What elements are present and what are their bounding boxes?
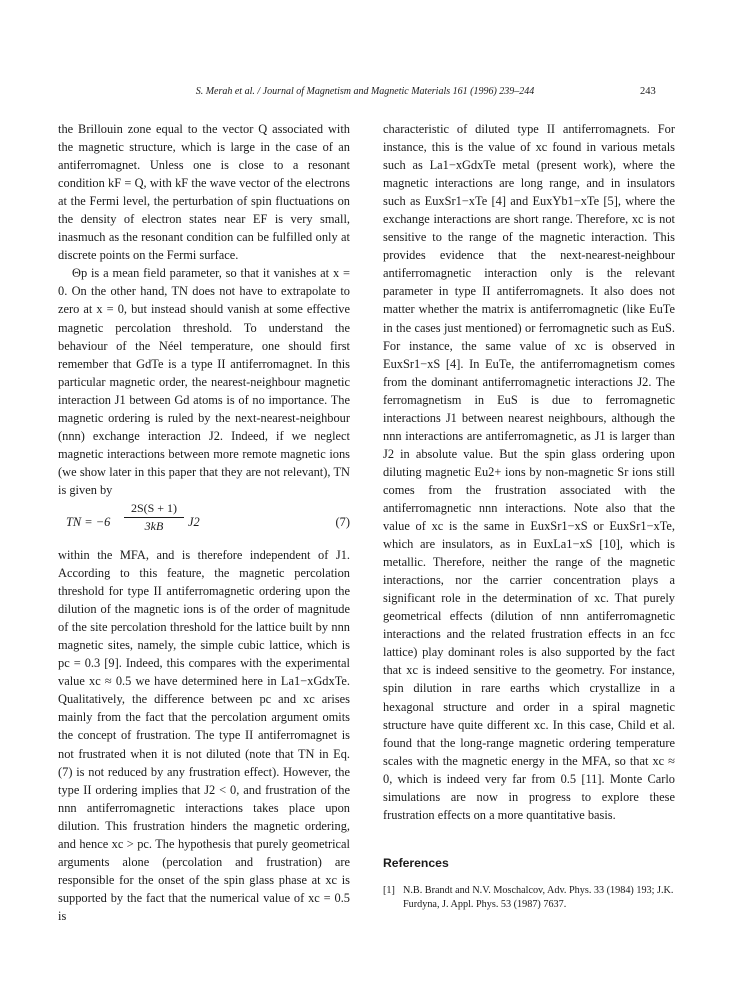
reference-item xyxy=(383,884,675,912)
page-number: 243 xyxy=(640,86,656,97)
equation-numerator: 2S(S + 1) xyxy=(130,500,178,515)
paragraph: Θp is a mean field parameter, so that it vanishes at x = 0. On the other hand, TN does not have to extrapolate to zero at x = 0, but instead should vanish at some effective magnetic percolation threshold. To understand the behaviour of the Néel temperature, one should first remember that GdTe is a type II antiferromagnet. In this particular magnetic order, the nearest-neighbour magnetic interaction J1 between Gd atoms is of no importance. The magnetic ordering is ruled by the next-nearest-neighbour (nnn) exchange interaction J2. Indeed, if we neglect magnetic interactions between more remote magnetic ions (we show later in this paper that they are not relevant), TN is given by xyxy=(58,266,350,497)
paragraph: within the MFA, and is therefore independent of J1. According to this feature, the magnetic percolation threshold for type II antiferromagnetic ordering upon the dilution of the magnetic ions is of the order of magnitude of the site percolation threshold for the lattice built by nnn magnetic sites, namely, the simple cubic lattice, which is pc = 0.3 [9]. Indeed, this compares with the experimental value xc ≈ 0.5 we have determined here in La1−xGdxTe. Qualitatively, the difference between pc and xc arises mainly from the fact that the percolation argument omits the concept of frustration. The type II antiferromagnet is not frustrated when it is not diluted (note that TN in Eq. (7) is not reduced by any frustration effect). However, the type II ordering implies that J2 < 0, and frustration of the nnn antiferromagnetic interactions takes place upon dilution. This frustration hinders the magnetic ordering, and hence xc > pc. The hypothesis that purely geometrical arguments alone (percolation and frustration) are responsible for the onset of the spin glass phase at xc is supported by the fact that the numerical value of xc = 0.5 is xyxy=(58,547,350,923)
references-heading: References xyxy=(383,855,449,870)
left-column xyxy=(58,120,350,925)
fraction-bar xyxy=(124,517,184,518)
running-head: S. Merah et al. / Journal of Magnetism and Magnetic Materials 161 (1996) 239–244 xyxy=(195,86,535,97)
equation-fraction xyxy=(122,501,186,534)
equation-lhs: TN = −6 xyxy=(66,514,111,529)
reference-label: [1] xyxy=(383,884,395,896)
equation-denominator: 3kB xyxy=(144,518,164,533)
paragraph: characteristic of diluted type II antiferromagnets. For instance, this is the value of xc found in various metals such as La1−xGdxTe metal (present work), where the magnetic interactions are long range, and in insulators such as EuxSr1−xTe [4] and EuxYb1−xTe [5], where the exchange interactions are short range. Therefore, xc is not sensitive to the range of the magnetic interaction. This provides evidence that the next-nearest-neighbour antiferromagnetic interaction only is the relevant parameter in type II antiferromagnets. It also does not matter whether the matrix is antiferromagnetic (like EuTe in the cases just mentioned) or ferromagnetic such as EuS. For instance, the same value of xc is observed in EuxSr1−xS [4]. In EuTe, the antiferromagnetism comes from the dominant antiferromagnetic interactions J2. The ferromagnetism in EuS is due to ferromagnetic interactions J1 between nearest neighbours, although the nnn interactions are antiferromagnetic, as J1 is larger than J2 in absolute value. But the spin glass ordering upon diluting magnetic Eu2+ ions by non-magnetic Sr ions still comes from the frustration associated with the antiferromagnetic nnn interactions. Note also that the value of xc is the same in EuxSr1−xS or EuxSr1−xTe, which are insulators, as in EuxLa1−xS [10], which is metallic. Therefore, neither the range of the magnetic interactions, nor the carrier concentration plays a significant role in the determination of xc. That purely geometrical effects (dilution of nnn antiferromagnetic interactions and the related frustration effects in an fcc lattice) play dominant roles is also supported by the fact that xc is indeed sensitive to the geometry. For instance, spin dilution in rare earths which crystallize in a hexagonal structure and order in a spiral magnetic structure have quite different xc. In this case, Child et al. found that the long-range magnetic ordering temperature scales with the magnetic energy in the MFA, so that xc ≈ 0, which is indeed very far from 0.5 [11]. Monte Carlo simulations are now in progress to explore these frustration effects on a more quantitative basis. xyxy=(383,122,675,822)
reference-text: N.B. Brandt and N.V. Moschalcov, Adv. Phys. 33 (1984) 193; J.K. Furdyna, J. Appl. Phys. 53 (1987) 7637. xyxy=(403,884,674,910)
reference-list xyxy=(383,884,675,912)
equation-7 xyxy=(58,501,350,543)
right-column xyxy=(383,120,675,912)
equation-factor: J2 xyxy=(188,514,200,529)
paragraph: the Brillouin zone equal to the vector Q associated with the magnetic structure, which is large in the case of an antiferromagnet. Unless one is close to a resonant condition kF = Q, with kF the wave vector of the electrons at the Fermi level, the perturbation of spin fluctuations on the density of electron states near EF is very small, inasmuch as the resonant condition can be fulfilled only at discrete points on the Fermi surface. xyxy=(58,122,350,263)
equation-number: (7) xyxy=(335,514,350,529)
